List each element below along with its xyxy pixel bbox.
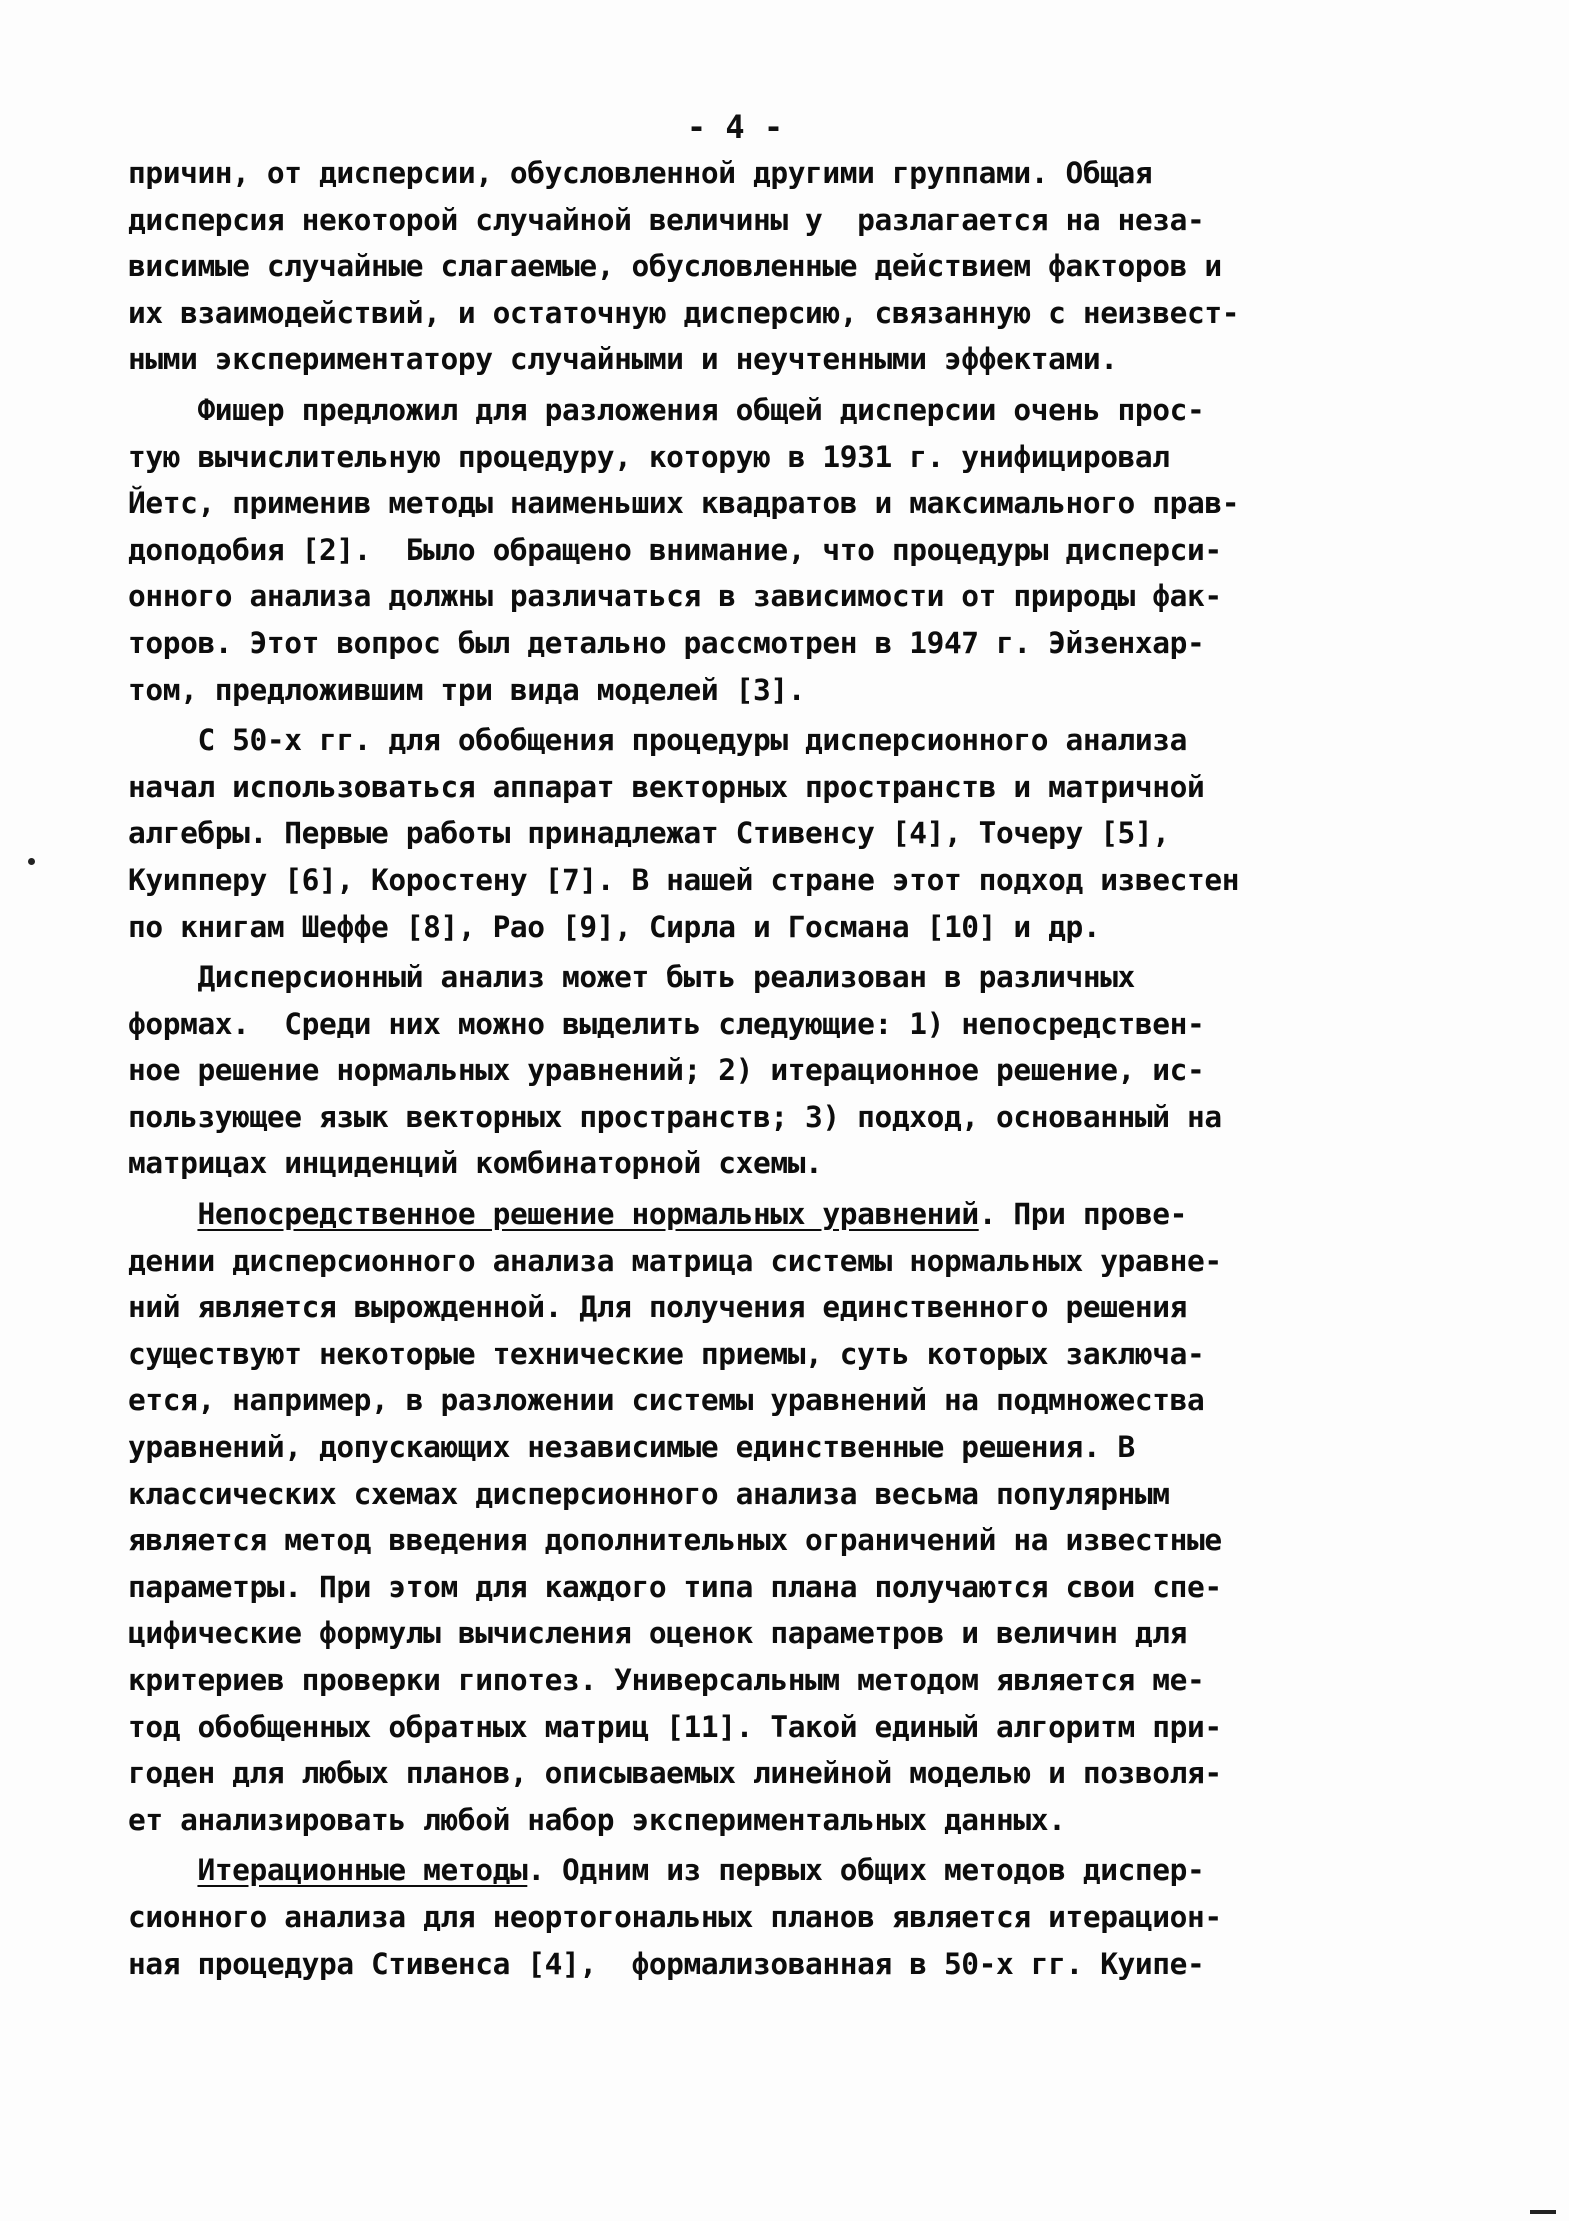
text-line: классических схемах дисперсионного анализа весьма популярным xyxy=(128,1476,1170,1511)
text-line: параметры. При этом для каждого типа плана получаются свои спе- xyxy=(128,1569,1222,1604)
text-line: причин, от дисперсии, обусловленной другими группами. Общая xyxy=(128,156,1153,190)
text-line: критериев проверки гипотез. Универсальным методом является ме- xyxy=(128,1663,1205,1697)
section-lead-rest: . При прове- xyxy=(978,1197,1188,1232)
text-line: доподобия [2]. Было обращено внимание, что процедуры дисперси- xyxy=(128,532,1222,567)
text-line: С 50-х гг. для обобщения процедуры дисперсионного анализа xyxy=(128,723,1187,758)
text-line: ное решение нормальных уравнений; 2) итерационное решение, ис- xyxy=(128,1053,1205,1088)
section-heading-direct-solution: Непосредственное решение нормальных уравнений xyxy=(197,1197,979,1232)
scan-edge-mark xyxy=(1530,2210,1556,2214)
text-line: формах. Среди них можно выделить следующие: 1) непосредствен- xyxy=(128,1006,1205,1041)
text-line: Дисперсионный анализ может быть реализован в различных xyxy=(128,960,1135,995)
text-line: том, предложившим три вида моделей [3]. xyxy=(128,672,806,707)
text-line: Йетс, применив методы наименьших квадратов и максимального прав- xyxy=(128,486,1240,521)
text-line: дисперсия некоторой случайной величины y разлагается на неза- xyxy=(128,202,1205,237)
text-line: ет анализировать любой набор экспериментальных данных. xyxy=(128,1802,1066,1837)
section-lead-line xyxy=(128,1191,1398,1238)
text-line: ний является вырожденной. Для получения единственного решения xyxy=(128,1290,1187,1325)
page-number: - 4 - xyxy=(686,108,784,146)
text-line: существуют некоторые технические приемы, суть которых заключа- xyxy=(128,1336,1205,1371)
text-line: годен для любых планов, описываемых линейной моделью и позволя- xyxy=(128,1756,1222,1791)
text-line: по книгам Шеффе [8], Рао [9], Сирла и Госмана [10] и др. xyxy=(128,909,1101,944)
text-line: сионного анализа для неортогональных планов является итерацион- xyxy=(128,1899,1222,1934)
document-body xyxy=(128,150,1398,1987)
text-line: уравнений, допускающих независимые единственные решения. В xyxy=(128,1430,1135,1465)
text-line: ется, например, в разложении системы уравнений на подмножества xyxy=(128,1383,1205,1418)
text-line: пользующее язык векторных пространств; 3) подход, основанный на xyxy=(128,1099,1222,1134)
text-line: ными экспериментатору случайными и неучтенными эффектами. xyxy=(128,342,1118,377)
text-line: тую вычислительную процедуру, которую в 1931 г. унифицировал xyxy=(128,439,1170,474)
text-line: их взаимодействий, и остаточную дисперсию, связанную с неизвест- xyxy=(128,295,1240,330)
text-line: тод обобщенных обратных матриц [11]. Такой единый алгоритм при- xyxy=(128,1709,1222,1744)
text-line: дении дисперсионного анализа матрица системы нормальных уравне- xyxy=(128,1243,1222,1278)
section-lead-line xyxy=(128,1847,1398,1894)
section-heading-iterative-methods: Итерационные методы xyxy=(197,1853,528,1888)
text-line: висимые случайные слагаемые, обусловленные действием факторов и xyxy=(128,249,1222,284)
text-line: онного анализа должны различаться в зависимости от природы фак- xyxy=(128,579,1222,614)
section-lead-rest: . Одним из первых общих методов диспер- xyxy=(527,1853,1205,1888)
text-line: алгебры. Первые работы принадлежат Стивенсу [4], Точеру [5], xyxy=(128,816,1170,851)
scan-speck xyxy=(28,858,35,865)
text-line: матрицах инциденций комбинаторной схемы. xyxy=(128,1146,823,1181)
text-line: Куипперу [6], Коростену [7]. В нашей стране этот подход известен xyxy=(128,862,1240,897)
text-line: является метод введения дополнительных ограничений на известные xyxy=(128,1523,1222,1558)
text-line: Фишер предложил для разложения общей дисперсии очень прос- xyxy=(128,392,1205,427)
text-line: торов. Этот вопрос был детально рассмотрен в 1947 г. Эйзенхар- xyxy=(128,625,1205,660)
text-line: ная процедура Стивенса [4], формализованная в 50-х гг. Куипе- xyxy=(128,1946,1205,1981)
text-line: цифические формулы вычисления оценок параметров и величин для xyxy=(128,1616,1187,1651)
text-line: начал использоваться аппарат векторных пространств и матричной xyxy=(128,769,1205,804)
